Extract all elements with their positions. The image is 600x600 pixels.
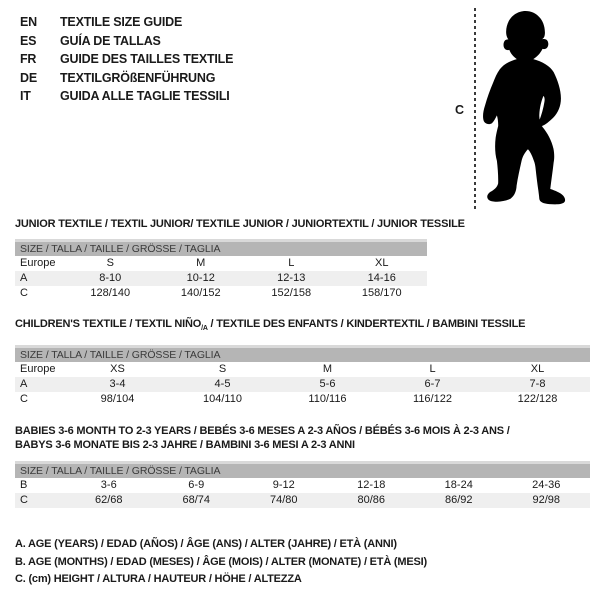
note-a: A. AGE (YEARS) / EDAD (AÑOS) / ÂGE (ANS) / ALTER (JAHRE) / ETÀ (ANNI) <box>15 538 397 550</box>
age-cell: 6-9 <box>188 479 205 491</box>
size-cell: XL <box>375 257 389 269</box>
height-cell: 92/98 <box>532 494 561 506</box>
table-row <box>15 377 590 392</box>
title-part: CHILDREN'S TEXTILE / TEXTIL NIÑO <box>15 318 202 330</box>
age-cell: 10-12 <box>186 272 215 284</box>
age-cell: 24-36 <box>532 479 561 491</box>
table-row <box>15 271 427 286</box>
age-cell: 14-16 <box>367 272 396 284</box>
age-cell: 3-6 <box>100 479 117 491</box>
row-label: Europe <box>20 363 56 375</box>
height-cell: 62/68 <box>94 494 123 506</box>
height-cell: 140/152 <box>180 287 221 299</box>
table-row <box>15 478 590 493</box>
row-label: A <box>20 378 28 390</box>
lang-text: GUÍA DE TALLAS <box>60 33 161 48</box>
height-cell: 122/128 <box>517 393 558 405</box>
title-part: / TEXTILE DES ENFANTS / KINDERTEXTIL / BAMBINI TESSILE <box>207 318 526 330</box>
height-cell: 74/80 <box>269 494 298 506</box>
size-header-bar: SIZE / TALLA / TAILLE / GRÖSSE / TAGLIA <box>15 348 590 362</box>
table-row <box>15 362 590 377</box>
height-cell: 68/74 <box>182 494 211 506</box>
lang-text: GUIDA ALLE TAGLIE TESSILI <box>60 89 230 103</box>
lang-code: DE <box>20 70 37 85</box>
row-label: C <box>20 494 28 506</box>
row-label: B <box>20 479 28 491</box>
height-measure-label: C <box>455 103 465 117</box>
age-cell: 7-8 <box>529 378 546 390</box>
age-cell: 6-7 <box>424 378 441 390</box>
age-cell: 4-5 <box>214 378 231 390</box>
height-cell: 110/116 <box>308 393 347 405</box>
title-subscript: /A <box>201 325 208 333</box>
babies-table-title-line2: BABYS 3-6 MONATE BIS 2-3 JAHRE / BAMBINI 3-6 MESI A 2-3 ANNI <box>15 439 355 451</box>
height-cell: 152/158 <box>271 287 312 299</box>
lang-code: ES <box>20 33 37 48</box>
height-cell: 98/104 <box>100 393 135 405</box>
size-cell: XS <box>110 363 125 375</box>
row-label: Europe <box>20 257 56 269</box>
height-cell: 104/110 <box>203 393 242 405</box>
babies-table <box>15 461 590 508</box>
size-cell: L <box>288 257 295 269</box>
note-b: B. AGE (MONTHS) / EDAD (MESES) / ÂGE (MOIS) / ALTER (MONATE) / ETÀ (MESI) <box>15 555 427 568</box>
age-cell: 3-4 <box>109 378 126 390</box>
junior-table-title: JUNIOR TEXTILE / TEXTIL JUNIOR/ TEXTILE JUNIOR / JUNIORTEXTIL / JUNIOR TESSILE <box>15 218 465 230</box>
table-row <box>15 392 590 407</box>
children-table <box>15 345 590 407</box>
age-cell: 5-6 <box>319 378 336 390</box>
age-cell: 9-12 <box>272 479 295 491</box>
size-cell: S <box>106 257 114 269</box>
lang-line-it <box>20 87 233 106</box>
lang-code: IT <box>20 89 31 103</box>
height-cell: 80/86 <box>357 494 386 506</box>
children-table-title <box>15 318 525 332</box>
age-cell: 12-18 <box>357 479 386 491</box>
lang-line-de <box>20 69 233 88</box>
lang-line-fr <box>20 50 233 69</box>
height-cell: 158/170 <box>361 287 402 299</box>
lang-text: GUIDE DES TAILLES TEXTILE <box>60 52 234 66</box>
height-cell: 128/140 <box>90 287 131 299</box>
size-cell: M <box>322 363 333 375</box>
legend-notes <box>15 536 427 589</box>
lang-text: TEXTILE SIZE GUIDE <box>60 15 183 29</box>
lang-line-en <box>20 13 233 32</box>
lang-code: EN <box>20 15 37 29</box>
height-cell: 116/122 <box>413 393 452 405</box>
size-cell: M <box>196 257 206 269</box>
row-label: C <box>20 393 28 405</box>
table-row <box>15 493 590 508</box>
age-cell: 12-13 <box>277 272 306 284</box>
height-dashed-line <box>474 8 476 210</box>
lang-text: TEXTILGRÖßENFÜHRUNG <box>60 70 216 85</box>
age-cell: 18-24 <box>444 479 473 491</box>
lang-code: FR <box>20 52 37 66</box>
lang-line-es <box>20 32 233 51</box>
toddler-silhouette-icon <box>478 8 575 212</box>
junior-table <box>15 239 427 301</box>
size-header-bar: SIZE / TALLA / TAILLE / GRÖSSE / TAGLIA <box>15 464 590 478</box>
height-cell: 86/92 <box>444 494 473 506</box>
size-cell: XL <box>530 363 545 375</box>
table-row <box>15 286 427 301</box>
note-c: C. (cm) HEIGHT / ALTURA / HAUTEUR / HÖHE / ALTEZZA <box>15 573 302 585</box>
age-cell: 8-10 <box>99 272 122 284</box>
babies-table-title-line1: BABIES 3-6 MONTH TO 2-3 YEARS / BEBÉS 3-6 MESES A 2-3 AÑOS / BÉBÉS 3-6 MOIS À 2-3 ANS / <box>15 425 510 437</box>
row-label: C <box>20 287 28 299</box>
size-cell: L <box>429 363 436 375</box>
language-header <box>20 13 233 106</box>
size-header-bar: SIZE / TALLA / TAILLE / GRÖSSE / TAGLIA <box>15 242 427 256</box>
row-label: A <box>20 272 28 284</box>
table-row <box>15 256 427 271</box>
size-cell: S <box>218 363 227 375</box>
